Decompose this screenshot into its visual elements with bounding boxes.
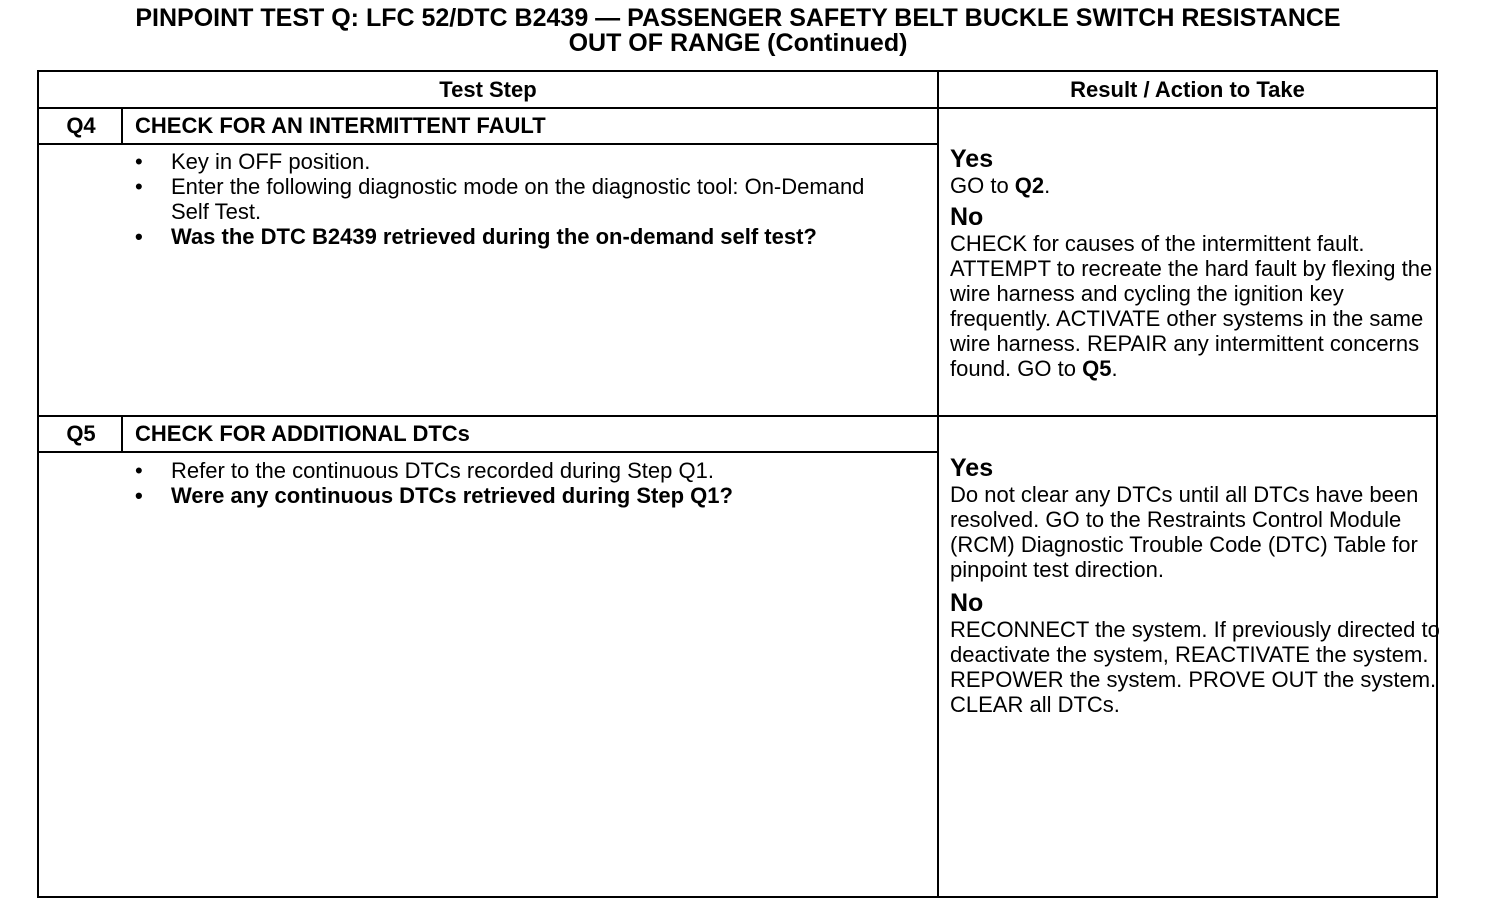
no-label: No — [950, 589, 984, 617]
title-line-1: PINPOINT TEST Q: LFC 52/DTC B2439 — PASSENGER SAFETY BELT BUCKLE SWITCH RESISTANCE — [135, 4, 1341, 32]
no-action: RECONNECT the system. If previously directed to deactivate the system, REACTIVATE the system. REPOWER the system. PROVE OUT the system. CLEAR all DTCs. — [950, 617, 1440, 717]
no-action-end: . — [1111, 356, 1118, 381]
yes-action-text: GO to — [950, 173, 1015, 198]
header-result: Result / Action to Take — [1070, 77, 1305, 102]
column-divider — [937, 72, 939, 896]
step-heading: CHECK FOR ADDITIONAL DTCs — [135, 421, 470, 446]
yes-action — [950, 173, 1440, 198]
step-instructions — [131, 458, 871, 508]
instruction-item: • Enter the following diagnostic mode on the diagnostic tool: On-Demand Self Test. — [131, 174, 871, 224]
step-instructions — [131, 149, 871, 249]
instruction-item: • Refer to the continuous DTCs recorded during Step Q1. — [131, 458, 871, 483]
step-result — [950, 146, 1440, 387]
no-action-text: CHECK for causes of the intermittent fault. ATTEMPT to recreate the hard fault by flexing the wire harness and cycling the ignition key frequently. ACTIVATE other systems in the same wire harness. REPAIR any intermittent concerns found. GO to — [950, 231, 1433, 381]
step-heading: CHECK FOR AN INTERMITTENT FAULT — [135, 113, 546, 138]
no-action — [950, 231, 1440, 381]
instruction-question: • Was the DTC B2439 retrieved during the on-demand self test? — [131, 224, 871, 249]
yes-action: Do not clear any DTCs until all DTCs have been resolved. GO to the Restraints Control Module (RCM) Diagnostic Trouble Code (DTC) Table for pinpoint test direction. — [950, 482, 1419, 582]
no-step-ref: Q5 — [1082, 356, 1112, 381]
pinpoint-test-table — [37, 70, 1438, 898]
yes-label: Yes — [950, 454, 994, 482]
page-title — [0, 6, 1476, 56]
instruction-item: • Key in OFF position. — [131, 149, 871, 174]
step-number: Q5 — [66, 421, 96, 446]
yes-step-ref: Q2 — [1014, 173, 1045, 198]
no-label: No — [950, 203, 984, 231]
header-test-step: Test Step — [439, 77, 537, 102]
yes-action-end: . — [1044, 173, 1051, 198]
step-number: Q4 — [66, 113, 96, 138]
step-result — [950, 455, 1440, 723]
instruction-question: • Were any continuous DTCs retrieved during Step Q1? — [131, 483, 871, 508]
title-line-2: OUT OF RANGE (Continued) — [568, 29, 908, 57]
yes-label: Yes — [950, 145, 994, 173]
